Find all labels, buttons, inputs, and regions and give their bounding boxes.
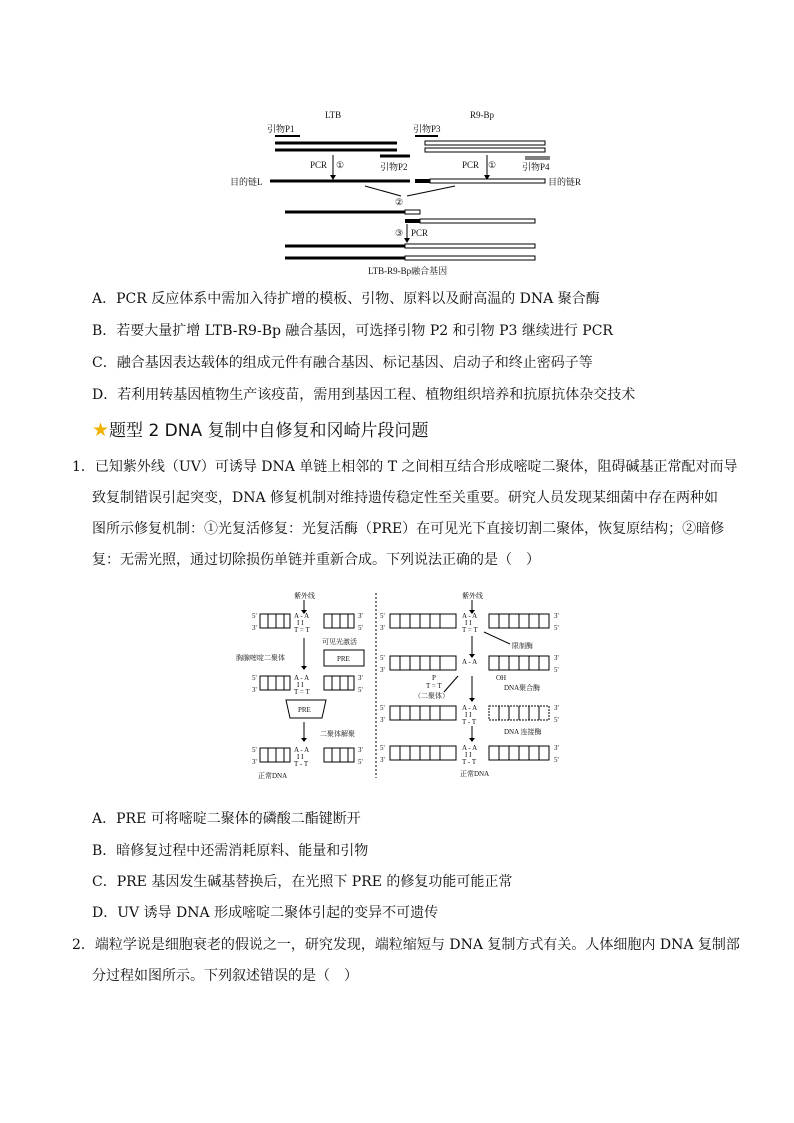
svg-text:T = T: T = T (294, 626, 310, 634)
r9bp-label: R9-Bp (470, 110, 495, 120)
svg-text:3': 3' (358, 746, 363, 754)
pcr1b-label: PCR (462, 160, 480, 170)
pcr3-label: PCR (411, 228, 429, 238)
q1-line-4: 复：无需光照，通过切除损伤单链并重新合成。下列说法正确的是（ ） (92, 552, 540, 568)
svg-text:3': 3' (554, 704, 559, 712)
svg-text:3': 3' (252, 686, 257, 694)
primer-p3-label: 引物P3 (413, 124, 441, 134)
step1-circle: ① (336, 160, 345, 170)
dna-polymerase-label: DNA聚合酶 (504, 684, 541, 692)
pcr1-label: PCR (310, 160, 328, 170)
q1-line-2: 致复制错误引起突变，DNA 修复机制对维持遗传稳定性至关重要。研究人员发现某细菌中存在两种如 (92, 490, 719, 506)
svg-text:T = T: T = T (426, 682, 442, 690)
svg-text:T = T: T = T (294, 688, 310, 696)
svg-text:PRE: PRE (298, 706, 311, 714)
q1-option-b: B．暗修复过程中还需消耗原料、能量和引物 (92, 843, 369, 859)
step3-circle: ③ (395, 228, 404, 238)
visible-light-label: 可见光激活 (322, 638, 357, 646)
dimer-paren-label: （二聚体） (414, 692, 449, 700)
prev-option-a: A．PCR 反应体系中需加入待扩增的模板、引物、原料以及耐高温的 DNA 聚合酶 (92, 291, 600, 307)
svg-text:3': 3' (252, 624, 257, 632)
prev-option-d: D．若利用转基因植物生产该疫苗，需用到基因工程、植物组织培养和抗原抗体杂交技术 (92, 387, 636, 403)
q1-option-a: A．PRE 可将嘧啶二聚体的磷酸二酯键断开 (92, 811, 361, 827)
svg-text:5': 5' (358, 624, 363, 632)
svg-text:OH: OH (496, 674, 507, 682)
primer-p1-label: 引物P1 (267, 124, 295, 134)
step1b-circle: ① (488, 160, 497, 170)
svg-text:5': 5' (380, 744, 385, 752)
svg-text:PRE: PRE (337, 655, 350, 663)
svg-text:I I: I I (465, 619, 472, 627)
svg-text:5': 5' (252, 746, 257, 754)
step2-circle: ② (395, 197, 404, 207)
restriction-enzyme-label: 限制酶 (512, 642, 533, 650)
svg-text:P: P (432, 674, 436, 682)
svg-text:I I: I I (465, 751, 472, 759)
svg-text:A - A: A - A (294, 674, 310, 682)
svg-text:5': 5' (554, 716, 559, 724)
svg-text:3': 3' (252, 758, 257, 766)
svg-text:T = T: T = T (462, 626, 478, 634)
fusion-gene-label: LTB-R9-Bp融合基因 (368, 266, 448, 276)
section-heading (92, 418, 429, 443)
q1-line-1: 1．已知紫外线（UV）可诱导 DNA 单链上相邻的 T 之间相互结合形成嘧啶二聚体，阻碍碱基正常配对而导 (72, 459, 738, 475)
chain-r-label: 目的链R (548, 177, 582, 187)
uv-right-label: 紫外线 (462, 592, 483, 600)
svg-text:I I: I I (297, 619, 304, 627)
svg-text:5': 5' (380, 654, 385, 662)
svg-text:3': 3' (380, 756, 385, 764)
chain-l-label: 目的链L (230, 177, 263, 187)
svg-text:A - A: A - A (294, 746, 310, 754)
svg-text:5': 5' (380, 704, 385, 712)
svg-text:5': 5' (380, 612, 385, 620)
svg-text:5': 5' (252, 674, 257, 682)
svg-text:I I: I I (297, 681, 304, 689)
svg-text:I I: I I (297, 753, 304, 761)
ltb-label: LTB (325, 110, 342, 120)
svg-text:T - T: T - T (462, 758, 477, 766)
svg-text:3': 3' (554, 654, 559, 662)
dna-ligase-label: DNA 连接酶 (504, 728, 542, 736)
q1-option-c: C．PRE 基因发生碱基替换后，在光照下 PRE 的修复功能可能正常 (92, 874, 513, 890)
svg-text:A - A: A - A (462, 658, 478, 666)
normal-dna-left: 正常DNA (258, 772, 288, 780)
normal-dna-right: 正常DNA (460, 770, 490, 778)
svg-text:I I: I I (465, 711, 472, 719)
svg-text:A - A: A - A (462, 612, 478, 620)
svg-text:A - A: A - A (462, 704, 478, 712)
svg-text:3': 3' (358, 612, 363, 620)
q2-line-1: 2．端粒学说是细胞衰老的假说之一，研究发现，端粒缩短与 DNA 复制方式有关。人体细胞内 DNA 复制部 (72, 937, 740, 953)
svg-text:5': 5' (554, 756, 559, 764)
svg-text:3': 3' (380, 716, 385, 724)
svg-text:5': 5' (554, 666, 559, 674)
prev-option-b: B．若要大量扩增 LTB-R9-Bp 融合基因，可选择引物 P2 和引物 P3 继续进行 PCR (92, 323, 613, 339)
star-icon: ★ (92, 419, 110, 441)
prev-option-c: C．融合基因表达载体的组成元件有融合基因、标记基因、启动子和终止密码子等 (92, 355, 593, 371)
dimer-release-label: 二聚体解聚 (320, 730, 355, 738)
svg-text:T - T: T - T (462, 718, 477, 726)
svg-text:3': 3' (358, 674, 363, 682)
primer-p2-label: 引物P2 (380, 162, 408, 172)
dimer-label: 胸腺嘧啶二聚体 (236, 654, 285, 662)
svg-text:5': 5' (252, 612, 257, 620)
svg-text:5': 5' (358, 758, 363, 766)
svg-text:T - T: T - T (294, 760, 309, 768)
q1-line-3: 图所示修复机制：①光复活修复：光复活酶（PRE）在可见光下直接切割二聚体，恢复原结构；②暗修 (92, 521, 725, 537)
primer-p4-label: 引物P4 (522, 162, 550, 172)
svg-text:A - A: A - A (294, 612, 310, 620)
q1-option-d: D．UV 诱导 DNA 形成嘧啶二聚体引起的变异不可遗传 (92, 905, 439, 921)
svg-text:3': 3' (380, 666, 385, 674)
svg-text:5': 5' (358, 686, 363, 694)
svg-text:3': 3' (554, 612, 559, 620)
svg-text:3': 3' (554, 744, 559, 752)
svg-text:A - A: A - A (462, 744, 478, 752)
q2-line-2: 分过程如图所示。下列叙述错误的是（ ） (92, 968, 358, 984)
uv-left-label: 紫外线 (294, 592, 315, 600)
svg-text:3': 3' (380, 624, 385, 632)
svg-text:5': 5' (554, 624, 559, 632)
section-title: 题型 2 DNA 复制中自修复和冈崎片段问题 (109, 421, 429, 441)
pcr-fusion-diagram (225, 100, 585, 280)
dna-repair-diagram (234, 588, 574, 783)
